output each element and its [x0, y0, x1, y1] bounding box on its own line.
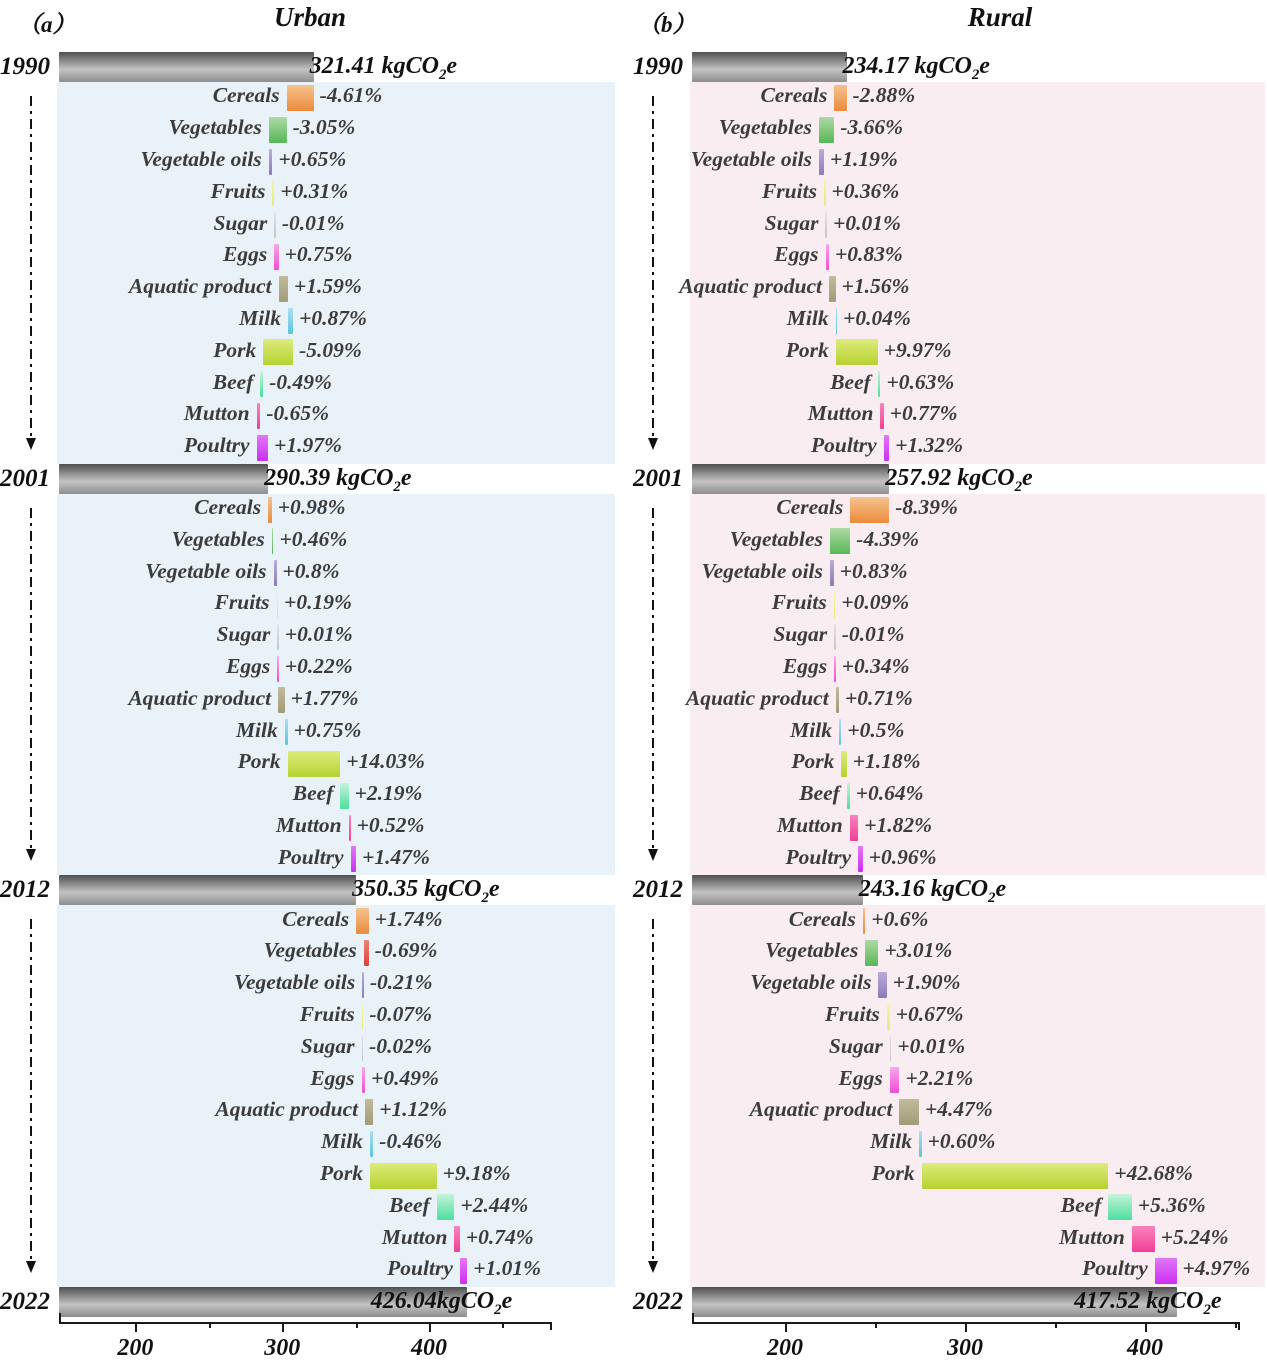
item-bar-eggs: [890, 1067, 900, 1093]
percent-label: +14.03%: [346, 749, 425, 774]
percent-label: +0.52%: [356, 813, 425, 837]
item-bar-mutton: [349, 815, 351, 841]
axis-minor-tick: [875, 1322, 877, 1328]
total-value-label: 257.92 kgCO$_2$e: [885, 464, 1033, 495]
percent-label: +0.8%: [282, 558, 340, 583]
percent-label: +4.47%: [925, 1097, 993, 1122]
percent-label: +0.60%: [927, 1129, 996, 1154]
item-bar-beef: [437, 1194, 455, 1220]
item-bar-milk: [919, 1131, 922, 1157]
year-total-bar: [59, 464, 268, 494]
category-label: Beef: [292, 781, 334, 806]
total-value-label: 350.35 kgCO$_2$e: [352, 876, 500, 906]
category-label: Sugar: [216, 622, 271, 647]
year-label: 2012: [0, 876, 50, 904]
category-label: Cereals: [776, 495, 844, 519]
percent-label: +1.12%: [379, 1097, 448, 1122]
timeline-arrow-head: [648, 1261, 658, 1273]
percent-label: +0.98%: [277, 495, 346, 519]
category-label: Vegetable oils: [145, 558, 267, 583]
year-total-bar: [692, 464, 889, 494]
timeline-arrow: [652, 508, 654, 851]
item-bar-sugar: [277, 624, 279, 650]
percent-label: -4.39%: [856, 526, 919, 551]
item-bar-cereals: [268, 497, 272, 523]
percent-label: +0.36%: [831, 178, 900, 203]
category-label: Beef: [830, 369, 871, 394]
item-bar-mutton: [257, 403, 261, 429]
percent-label: +1.47%: [362, 844, 430, 869]
timeline-arrow: [652, 96, 654, 439]
category-label: Fruits: [771, 590, 827, 615]
percent-label: -0.49%: [269, 369, 332, 394]
item-bar-sugar: [362, 1035, 364, 1061]
percent-label: +1.59%: [293, 274, 362, 299]
item-bar-eggs: [834, 656, 836, 682]
percent-label: -8.39%: [895, 495, 958, 519]
percent-label: +0.74%: [465, 1224, 534, 1249]
item-bar-pork: [263, 339, 293, 365]
percent-label: +0.71%: [844, 685, 913, 710]
category-label: Beef: [1060, 1192, 1102, 1217]
axis-tick: [429, 1322, 431, 1332]
category-label: Pork: [785, 337, 829, 362]
category-label: Beef: [799, 781, 840, 806]
category-label: Fruits: [210, 178, 266, 203]
axis-end-tick: [692, 1313, 694, 1322]
category-label: Sugar: [300, 1033, 355, 1058]
total-value-label: 426.04kgCO$_2$e: [370, 1287, 513, 1318]
category-label: Pork: [871, 1161, 915, 1185]
percent-label: +0.64%: [855, 781, 924, 806]
category-label: Mutton: [183, 401, 250, 426]
percent-label: +0.5%: [847, 717, 905, 742]
percent-label: +0.09%: [841, 590, 910, 615]
year-total-bar: [59, 52, 314, 82]
percent-label: +1.77%: [290, 685, 359, 710]
percent-label: +2.21%: [905, 1065, 974, 1090]
total-value-label: 290.39 kgCO$_2$e: [264, 464, 412, 495]
year-label: 2012: [633, 876, 683, 904]
item-bar-poultry: [1155, 1258, 1177, 1284]
timeline-arrow: [30, 96, 32, 439]
category-label: Vegetable oils: [233, 970, 356, 995]
percent-label: +1.01%: [473, 1256, 542, 1281]
percent-label: -2.88%: [852, 83, 916, 108]
percent-label: -4.61%: [319, 83, 383, 108]
item-bar-vegetables: [364, 940, 369, 966]
category-label: Sugar: [773, 622, 828, 647]
total-value-label: 234.17 kgCO$_2$e: [842, 53, 990, 83]
item-bar-aquatic-product: [365, 1099, 373, 1125]
item-bar-eggs: [826, 244, 829, 270]
year-total-bar: [692, 52, 847, 82]
panel-a-tag: （a）: [18, 12, 76, 37]
percent-label: -0.02%: [369, 1033, 432, 1058]
percent-label: +42.68%: [1114, 1161, 1193, 1185]
axis-minor-tick: [502, 1322, 504, 1328]
category-label: Pork: [319, 1161, 363, 1185]
category-label: Milk: [790, 717, 832, 742]
item-bar-pork: [841, 751, 846, 777]
category-label: Aquatic product: [128, 685, 272, 710]
percent-label: +0.63%: [886, 369, 955, 394]
category-label: Cereals: [212, 83, 280, 108]
year-label: 1990: [0, 53, 50, 80]
item-bar-mutton: [880, 403, 883, 429]
category-label: Poultry: [810, 433, 877, 458]
category-label: Milk: [235, 717, 278, 742]
percent-label: +1.56%: [841, 274, 910, 299]
category-label: Milk: [239, 306, 281, 330]
item-bar-aquatic-product: [829, 276, 836, 302]
item-bar-fruits: [277, 592, 279, 618]
percent-label: +0.19%: [284, 590, 352, 615]
category-label: Sugar: [213, 210, 268, 235]
item-bar-sugar: [274, 212, 276, 238]
category-label: Vegetables: [168, 115, 262, 140]
category-label: Eggs: [782, 654, 828, 678]
axis-minor-tick: [356, 1322, 358, 1328]
percent-label: -5.09%: [299, 337, 362, 362]
item-bar-cereals: [863, 908, 866, 934]
category-label: Poultry: [387, 1256, 453, 1281]
item-bar-beef: [260, 371, 263, 397]
category-label: Milk: [786, 306, 829, 330]
percent-label: +1.97%: [274, 433, 342, 458]
category-label: Pork: [237, 749, 281, 774]
item-bar-cereals: [850, 497, 889, 523]
year-total-bar: [59, 875, 356, 905]
item-bar-fruits: [824, 180, 826, 206]
item-bar-beef: [340, 783, 348, 809]
percent-label: -0.21%: [369, 970, 433, 995]
timeline-arrow: [30, 919, 32, 1262]
category-label: Aquatic product: [685, 685, 829, 710]
item-bar-vegetable-oils: [362, 972, 364, 998]
item-bar-vegetable-oils: [819, 149, 824, 175]
percent-label: -3.66%: [840, 115, 904, 140]
category-label: Poultry: [785, 844, 852, 869]
category-label: Cereals: [194, 495, 262, 519]
item-bar-sugar: [834, 624, 836, 650]
item-bar-cereals: [356, 908, 369, 934]
item-bar-milk: [288, 308, 293, 334]
category-label: Mutton: [275, 813, 342, 837]
percent-label: +0.87%: [299, 306, 367, 330]
axis-tick: [1145, 1322, 1147, 1332]
category-label: Beef: [389, 1192, 430, 1217]
percent-label: +5.36%: [1137, 1192, 1206, 1217]
item-bar-milk: [285, 719, 288, 745]
percent-label: -3.05%: [292, 115, 356, 140]
year-label: 2001: [633, 464, 683, 492]
percent-label: +0.83%: [839, 558, 908, 583]
percent-label: -0.07%: [369, 1002, 433, 1026]
item-bar-poultry: [460, 1258, 467, 1284]
item-bar-mutton: [850, 815, 858, 841]
item-bar-mutton: [1132, 1226, 1155, 1252]
item-bar-pork: [836, 339, 878, 365]
item-bar-mutton: [454, 1226, 459, 1252]
category-label: Cereals: [760, 83, 828, 108]
axis-tick: [785, 1322, 787, 1332]
category-label: Eggs: [226, 654, 271, 678]
item-bar-poultry: [351, 846, 357, 872]
percent-label: +1.19%: [829, 147, 898, 171]
category-label: Vegetables: [171, 526, 265, 551]
axis-tick: [965, 1322, 967, 1332]
percent-label: -0.65%: [266, 401, 330, 426]
percent-label: +0.04%: [843, 306, 911, 330]
item-bar-aquatic-product: [836, 687, 839, 713]
category-label: Fruits: [299, 1002, 355, 1026]
item-bar-vegetables: [865, 940, 878, 966]
category-label: Fruits: [761, 178, 817, 203]
category-label: Beef: [212, 369, 254, 394]
item-bar-cereals: [834, 85, 846, 111]
item-bar-aquatic-product: [278, 687, 285, 713]
category-label: Fruits: [824, 1002, 880, 1026]
category-label: Aquatic product: [215, 1097, 359, 1122]
axis-tick: [282, 1322, 284, 1332]
item-bar-aquatic-product: [279, 276, 288, 302]
item-bar-vegetable-oils: [269, 149, 273, 175]
percent-label: +0.75%: [293, 717, 362, 742]
axis-minor-tick: [1235, 1322, 1237, 1328]
year-label: 1990: [633, 53, 683, 80]
total-value-label: 243.16 kgCO$_2$e: [858, 876, 1007, 906]
category-label: Vegetable oils: [690, 147, 812, 171]
item-bar-vegetables: [830, 528, 850, 554]
panel-b-title: Rural: [967, 2, 1033, 32]
item-bar-aquatic-product: [899, 1099, 919, 1125]
percent-label: +1.90%: [892, 970, 961, 995]
percent-label: +0.01%: [897, 1033, 966, 1058]
percent-label: +4.97%: [1182, 1256, 1251, 1281]
timeline-arrow-head: [26, 438, 36, 450]
axis-tick-label: 400: [1127, 1334, 1163, 1361]
percent-label: -0.01%: [281, 210, 345, 235]
item-bar-beef: [1108, 1194, 1131, 1220]
category-label: Cereals: [788, 906, 856, 931]
panel-b-tag: （b）: [638, 12, 696, 37]
axis-end-tick: [59, 1313, 61, 1322]
item-bar-eggs: [362, 1067, 366, 1093]
percent-label: +0.01%: [284, 622, 353, 647]
category-label: Vegetables: [718, 115, 812, 140]
category-label: Mutton: [807, 401, 874, 426]
category-label: Vegetables: [263, 938, 357, 963]
category-label: Mutton: [1059, 1224, 1125, 1249]
x-axis: [59, 1322, 552, 1324]
panel-a-title: Urban: [273, 2, 347, 32]
percent-label: +9.18%: [442, 1161, 511, 1185]
category-label: Milk: [321, 1129, 363, 1154]
category-label: Eggs: [838, 1065, 883, 1090]
percent-label: +1.74%: [374, 906, 443, 931]
category-label: Poultry: [277, 844, 344, 869]
item-bar-poultry: [257, 435, 269, 461]
percent-label: +0.77%: [889, 401, 958, 426]
axis-end-tick: [550, 1322, 552, 1330]
percent-label: +0.83%: [835, 242, 903, 267]
timeline-arrow-head: [648, 438, 658, 450]
percent-label: +1.82%: [864, 813, 933, 837]
percent-label: -0.46%: [379, 1129, 442, 1154]
category-label: Fruits: [214, 590, 270, 615]
item-bar-poultry: [884, 435, 890, 461]
category-label: Eggs: [223, 242, 268, 267]
category-label: Vegetables: [765, 938, 859, 963]
percent-label: +0.22%: [284, 654, 353, 678]
category-label: Mutton: [381, 1224, 448, 1249]
category-label: Vegetable oils: [701, 558, 823, 583]
percent-label: +0.75%: [284, 242, 353, 267]
year-label: 2001: [0, 464, 50, 492]
percent-label: +0.6%: [871, 906, 929, 931]
item-bar-poultry: [858, 846, 862, 872]
percent-label: +0.65%: [278, 147, 347, 171]
total-value-label: 321.41 kgCO$_2$e: [309, 53, 458, 83]
item-bar-vegetable-oils: [878, 972, 886, 998]
item-bar-vegetable-oils: [830, 560, 834, 586]
percent-label: -0.69%: [374, 938, 438, 963]
item-bar-pork: [288, 751, 341, 777]
category-label: Eggs: [774, 242, 819, 267]
percent-label: +0.34%: [841, 654, 910, 678]
timeline-arrow-head: [648, 849, 658, 861]
axis-tick-label: 200: [767, 1334, 803, 1361]
category-label: Vegetable oils: [750, 970, 872, 995]
item-bar-eggs: [277, 656, 279, 682]
category-label: Vegetable oils: [140, 147, 262, 171]
axis-tick-label: 300: [947, 1334, 983, 1361]
year-label: 2022: [0, 1287, 50, 1315]
percent-label: +0.49%: [371, 1065, 439, 1090]
percent-label: +1.32%: [895, 433, 964, 458]
percent-label: +9.97%: [883, 337, 952, 362]
category-label: Milk: [870, 1129, 912, 1154]
item-bar-milk: [839, 719, 841, 745]
timeline-arrow-head: [26, 1261, 36, 1273]
percent-label: +0.96%: [868, 844, 937, 869]
item-bar-cereals: [287, 85, 314, 111]
year-label: 2022: [633, 1287, 683, 1315]
item-bar-vegetables: [819, 117, 834, 143]
percent-label: +0.67%: [895, 1002, 964, 1026]
percent-label: +0.46%: [279, 526, 348, 551]
category-label: Poultry: [183, 433, 250, 458]
category-label: Sugar: [764, 210, 819, 235]
item-bar-vegetables: [269, 117, 287, 143]
item-bar-beef: [847, 783, 850, 809]
item-bar-sugar: [825, 212, 827, 238]
category-label: Cereals: [282, 906, 350, 931]
item-bar-vegetable-oils: [274, 560, 277, 586]
category-label: Eggs: [310, 1065, 355, 1090]
axis-tick-label: 300: [264, 1334, 301, 1361]
axis-tick-label: 200: [117, 1334, 154, 1361]
axis-end-tick: [1238, 1322, 1240, 1330]
percent-label: +0.31%: [280, 178, 349, 203]
axis-tick-label: 400: [411, 1334, 447, 1361]
axis-minor-tick: [1055, 1322, 1057, 1328]
timeline-arrow: [30, 508, 32, 851]
category-label: Mutton: [777, 813, 843, 837]
item-bar-pork: [922, 1163, 1109, 1189]
category-label: Aquatic product: [128, 274, 272, 299]
percent-label: +2.19%: [354, 781, 423, 806]
percent-label: +1.18%: [852, 749, 921, 774]
category-label: Aquatic product: [679, 274, 822, 299]
percent-label: +5.24%: [1160, 1224, 1229, 1249]
percent-label: +3.01%: [884, 938, 953, 963]
axis-tick: [135, 1322, 137, 1332]
category-label: Poultry: [1082, 1256, 1148, 1281]
item-bar-pork: [370, 1163, 437, 1189]
item-bar-eggs: [274, 244, 278, 270]
timeline-arrow: [652, 919, 654, 1262]
category-label: Pork: [791, 749, 835, 774]
percent-label: +2.44%: [460, 1192, 529, 1217]
axis-minor-tick: [209, 1322, 211, 1328]
total-value-label: 417.52 kgCO$_2$e: [1074, 1287, 1222, 1318]
category-label: Vegetables: [729, 526, 823, 551]
item-bar-milk: [836, 308, 838, 334]
year-total-bar: [692, 875, 863, 905]
percent-label: -0.01%: [841, 622, 905, 647]
item-bar-milk: [370, 1131, 373, 1157]
category-label: Sugar: [828, 1033, 883, 1058]
item-bar-fruits: [887, 1004, 890, 1030]
timeline-arrow-head: [26, 849, 36, 861]
percent-label: +0.01%: [833, 210, 901, 235]
category-label: Pork: [213, 337, 257, 362]
category-label: Aquatic product: [749, 1097, 893, 1122]
